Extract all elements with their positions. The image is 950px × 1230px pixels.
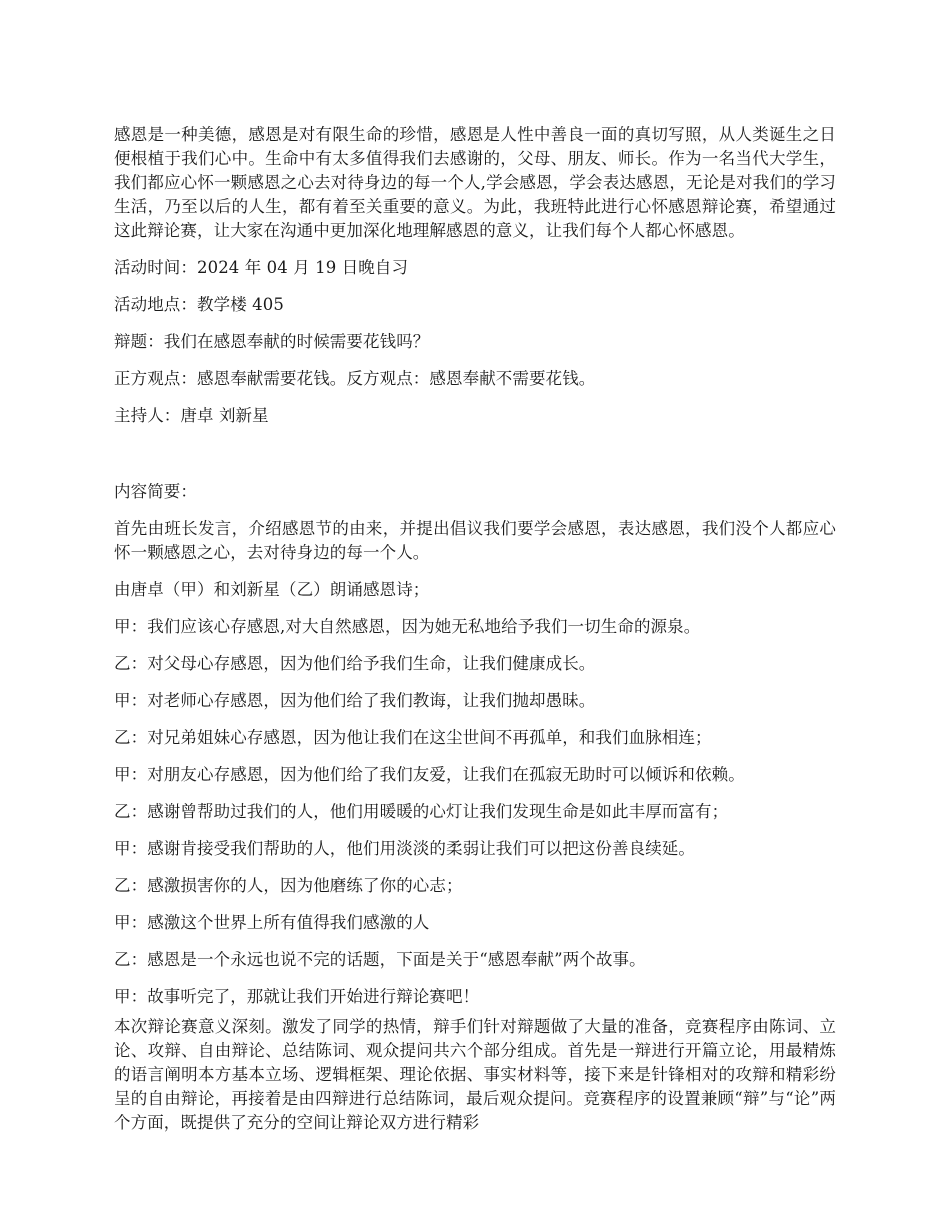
closing-paragraph: 本次辩论赛意义深刻。激发了同学的热情，辩手们针对辩题做了大量的准备，竞赛程序由陈词、立论、攻辩、自由辩论、总结陈词、观众提问共六个部分组成。首先是一辩进行开篇立论，用最精炼的语言阐明本方基本立场、逻辑框架、理论依据、事实材料等，接下来是针锋相对的攻辩和精彩纷呈的自由辩论，再接着是由四辩进行总结陈词，最后观众提问。竞赛程序的设置兼顾“辩”与“论”两个方面，既提供了充分的空间让辩论双方进行精彩 [114, 1017, 836, 1132]
poem-line: 乙：对父母心存感恩，因为他们给予我们生命，让我们健康成长。 [114, 654, 596, 673]
poem-line: 乙：感激损害你的人，因为他磨练了你的心志； [114, 876, 463, 895]
poem-line: 甲：我们应该心存感恩,对大自然感恩，因为她无私地给予我们一切生命的源泉。 [114, 617, 701, 636]
poem-line: 乙：对兄弟姐妹心存感恩，因为他让我们在这尘世间不再孤单，和我们血脉相连； [114, 728, 712, 747]
debate-positions: 正方观点：感恩奉献需要花钱。反方观点：感恩奉献不需要花钱。 [114, 369, 596, 388]
opening-paragraph: 首先由班长发言，介绍感恩节的由来，并提出倡议我们要学会感恩，表达感恩，我们没个人都应心怀一颗感恩之心，去对待身边的每一个人。 [114, 519, 836, 562]
summary-heading: 内容简要： [114, 482, 197, 501]
intro-paragraph: 感恩是一种美德，感恩是对有限生命的珍惜，感恩是人性中善良一面的真切写照，从人类诞生之日便根植于我们心中。生命中有太多值得我们去感谢的，父母、朋友、师长。作为一名当代大学生，我们都应心怀一颗感恩之心去对待身边的每一个人,学会感恩，学会表达感恩，无论是对我们的学习生活，乃至以后的人生，都有着至关重要的意义。为此，我班特此进行心怀感恩辩论赛，希望通过这此辩论赛，让大家在沟通中更加深化地理解感恩的意义，让我们每个人都心怀感恩。 [114, 125, 836, 240]
poem-line: 甲：感谢肯接受我们帮助的人，他们用淡淡的柔弱让我们可以把这份善良续延。 [114, 839, 695, 858]
poem-line: 甲：对老师心存感恩，因为他们给了我们教诲，让我们抛却愚昧。 [114, 691, 596, 710]
activity-time: 活动时间：2024 年 04 月 19 日晚自习 [114, 258, 409, 277]
poem-line: 甲：对朋友心存感恩，因为他们给了我们友爱，让我们在孤寂无助时可以倾诉和依赖。 [114, 765, 745, 784]
document-body [114, 123, 836, 1135]
poem-line: 乙：感恩是一个永远也说不完的话题，下面是关于“感恩奉献”两个故事。 [114, 950, 646, 969]
debate-topic: 辩题：我们在感恩奉献的时候需要花钱吗？ [114, 332, 430, 351]
poem-line: 乙：感谢曾帮助过我们的人，他们用暖暖的心灯让我们发现生命是如此丰厚而富有； [114, 802, 729, 821]
activity-location: 活动地点：教学楼 405 [114, 295, 284, 314]
poem-line: 甲：故事听完了，那就让我们开始进行辩论赛吧！ [114, 987, 480, 1006]
recitation-intro: 由唐卓（甲）和刘新星（乙）朗诵感恩诗； [114, 580, 430, 599]
poem-line: 甲：感激这个世界上所有值得我们感激的人 [114, 913, 430, 932]
hosts: 主持人：唐卓 刘新星 [114, 406, 269, 425]
